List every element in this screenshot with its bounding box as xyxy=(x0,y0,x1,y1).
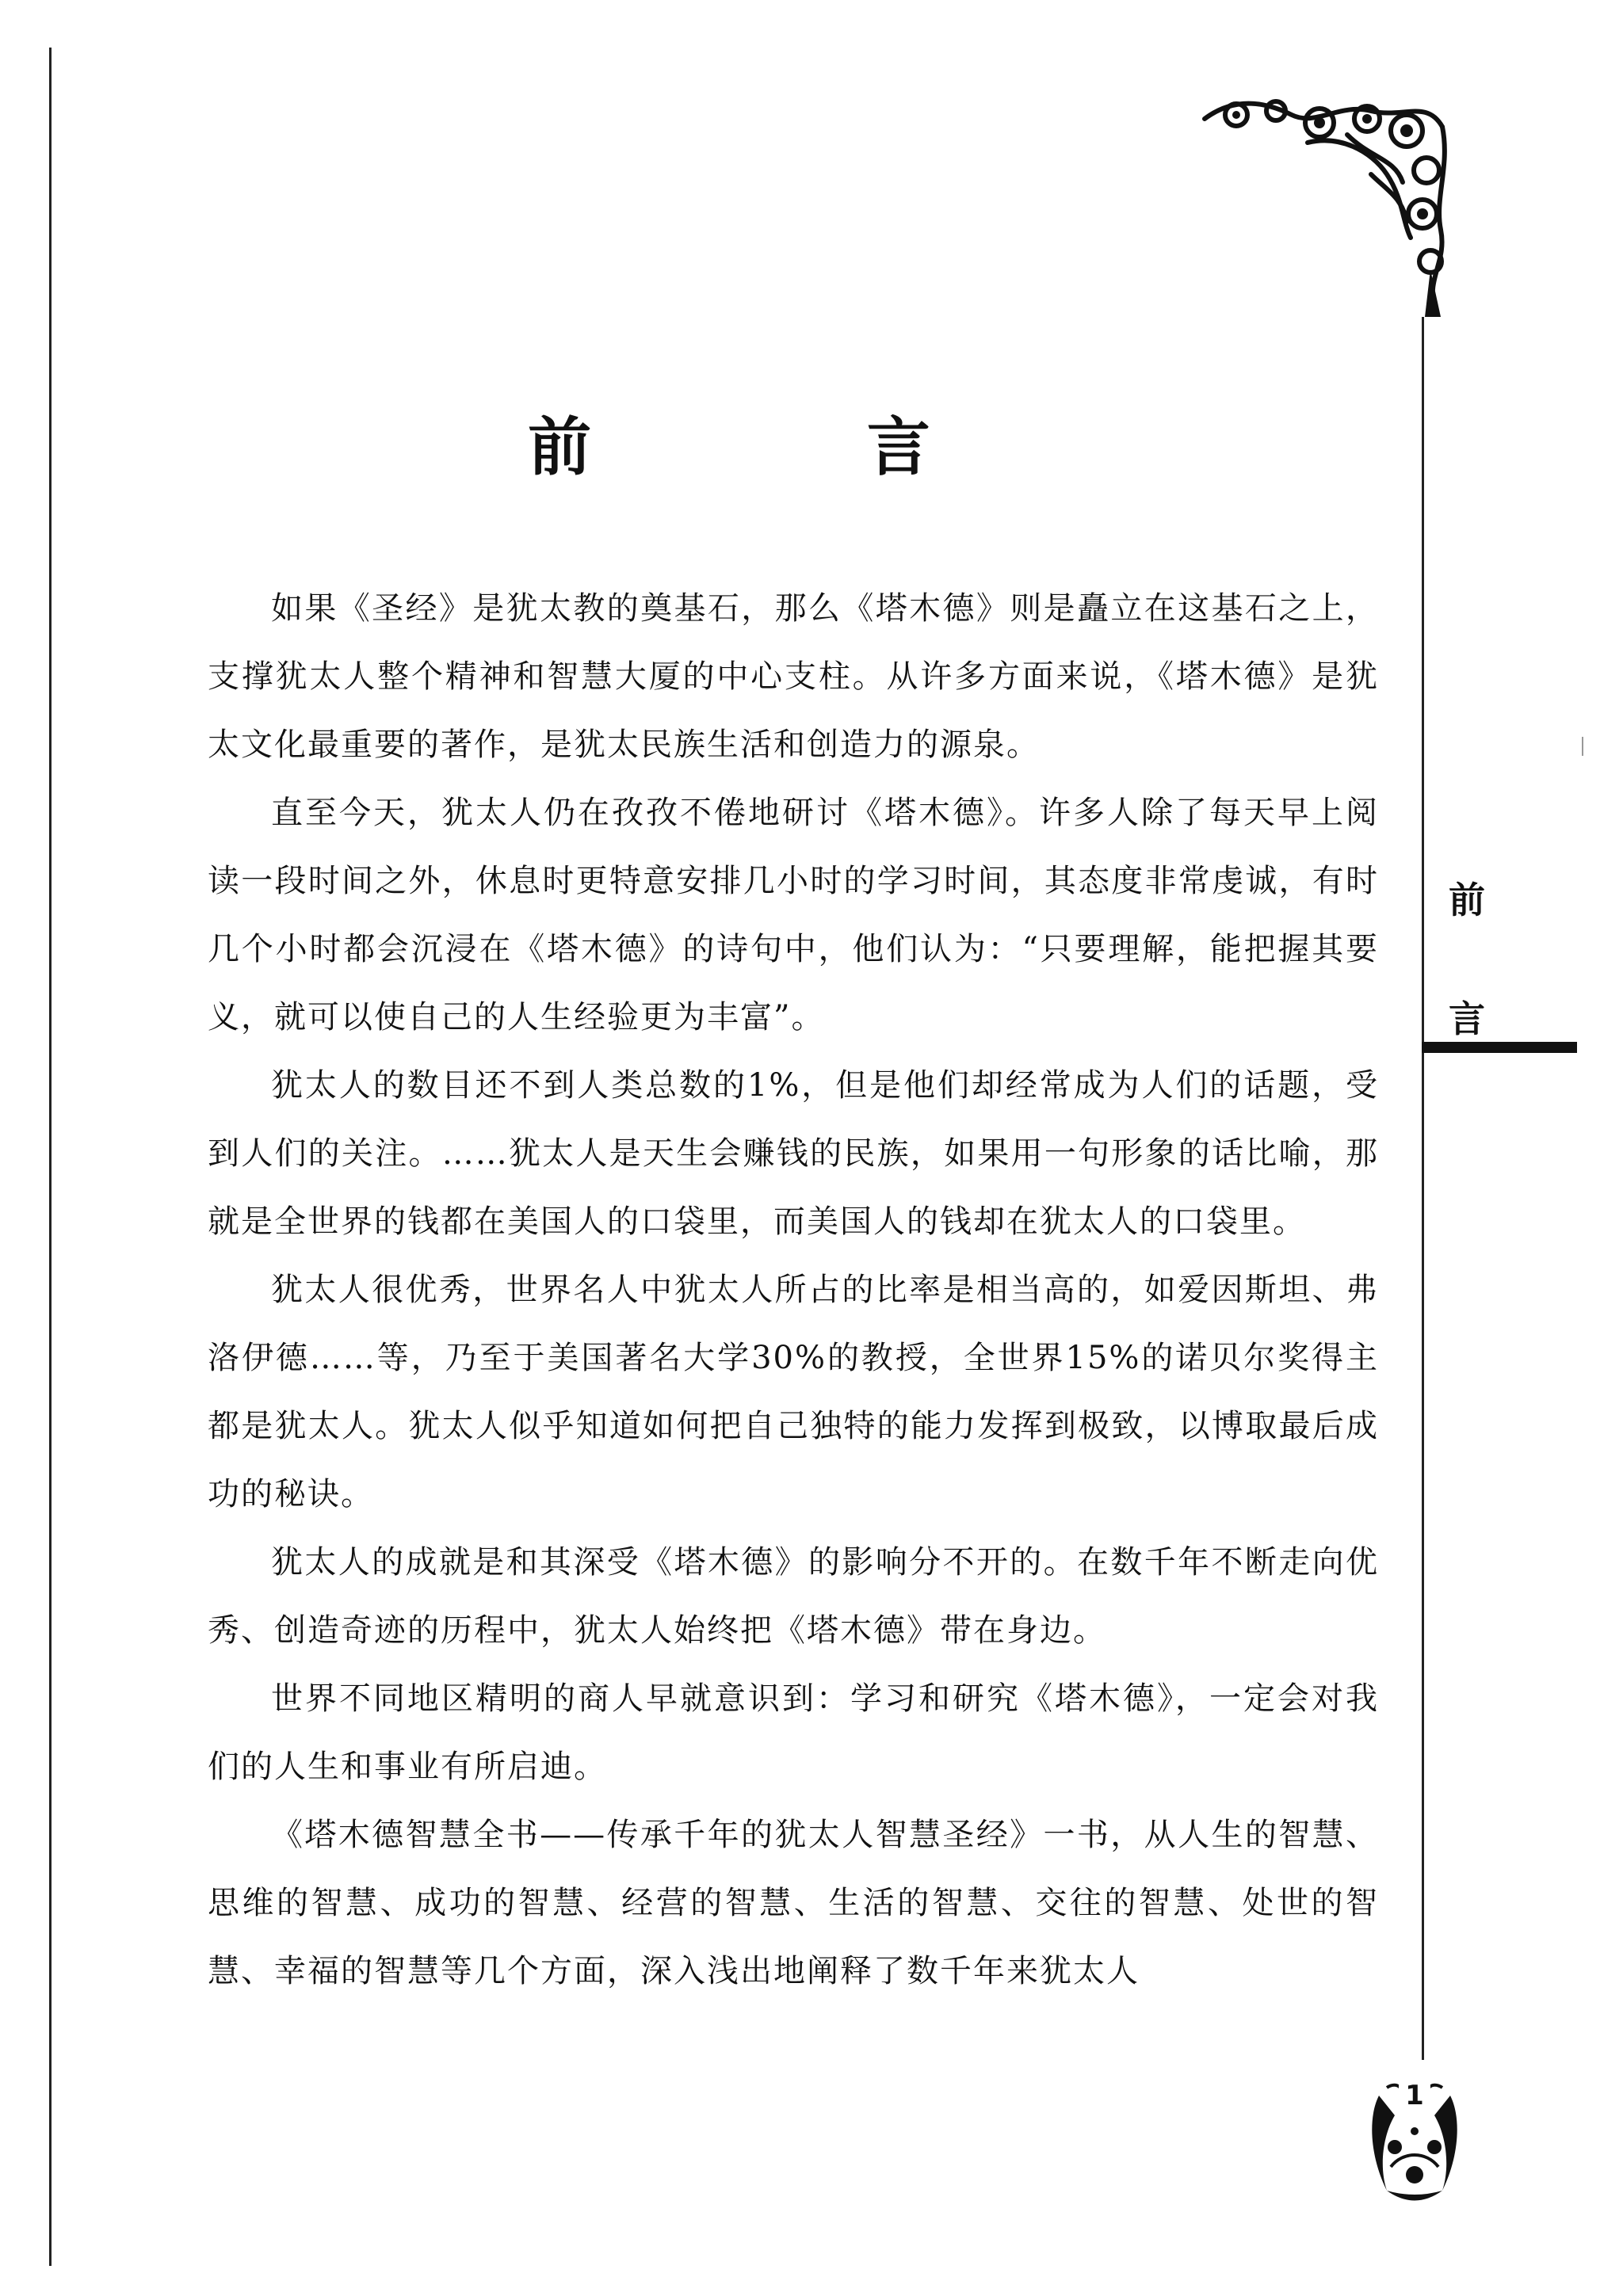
left-margin-rule xyxy=(49,48,52,2266)
side-tab-char-2: 言 xyxy=(1449,997,1485,1040)
page-title: 前 言 xyxy=(528,410,1057,484)
paragraph: 直至今天，犹太人仍在孜孜不倦地研讨《塔木德》。许多人除了每天早上阅读一段时间之外，休息时更特意安排几小时的学习时间，其态度非常虔诚，有时几个小时都会沉浸在《塔木德》的诗句中，他们认为：“只要理解，能把握其要义，就可以使自己的人生经验更为丰富”。 xyxy=(208,795,1379,1035)
paragraph: 犹太人很优秀，世界名人中犹太人所占的比率是相当高的，如爱因斯坦、弗洛伊德……等，乃至于美国著名大学30%的教授，全世界15%的诺贝尔奖得主都是犹太人。犹太人似乎知道如何把自己独特的能力发挥到极致，以博取最后成功的秘诀。 xyxy=(208,1272,1379,1512)
edge-mark xyxy=(1582,737,1583,756)
side-tab-bar xyxy=(1422,1042,1577,1053)
right-margin-rule xyxy=(1422,317,1424,2060)
paragraph: 世界不同地区精明的商人早就意识到：学习和研究《塔木德》，一定会对我们的人生和事业有所启迪。 xyxy=(208,1680,1379,1785)
paragraph: 如果《圣经》是犹太教的奠基石，那么《塔木德》则是矗立在这基石之上，支撑犹太人整个精神和智慧大厦的中心支柱。从许多方面来说，《塔木德》是犹太文化最重要的著作，是犹太民族生活和创造力的源泉。 xyxy=(208,590,1379,763)
page-number: 1 xyxy=(1399,2080,1430,2111)
side-tab-char-1: 前 xyxy=(1449,879,1485,921)
paragraph: 犹太人的成就是和其深受《塔木德》的影响分不开的。在数千年不断走向优秀、创造奇迹的历程中，犹太人始终把《塔木德》带在身边。 xyxy=(208,1544,1379,1649)
paragraph: 犹太人的数目还不到人类总数的1%，但是他们却经常成为人们的话题，受到人们的关注。……犹太人是天生会赚钱的民族，如果用一句形象的话比喻，那就是全世界的钱都在美国人的口袋里，而美国人的钱却在犹太人的口袋里。 xyxy=(208,1067,1379,1240)
paragraph: 《塔木德智慧全书——传承千年的犹太人智慧圣经》一书，从人生的智慧、思维的智慧、成功的智慧、经营的智慧、生活的智慧、交往的智慧、处世的智慧、幸福的智慧等几个方面，深入浅出地阐释了数千年来犹太人 xyxy=(208,1817,1379,1989)
corner-ornament-icon xyxy=(1189,87,1458,325)
body-text xyxy=(208,574,1379,2005)
